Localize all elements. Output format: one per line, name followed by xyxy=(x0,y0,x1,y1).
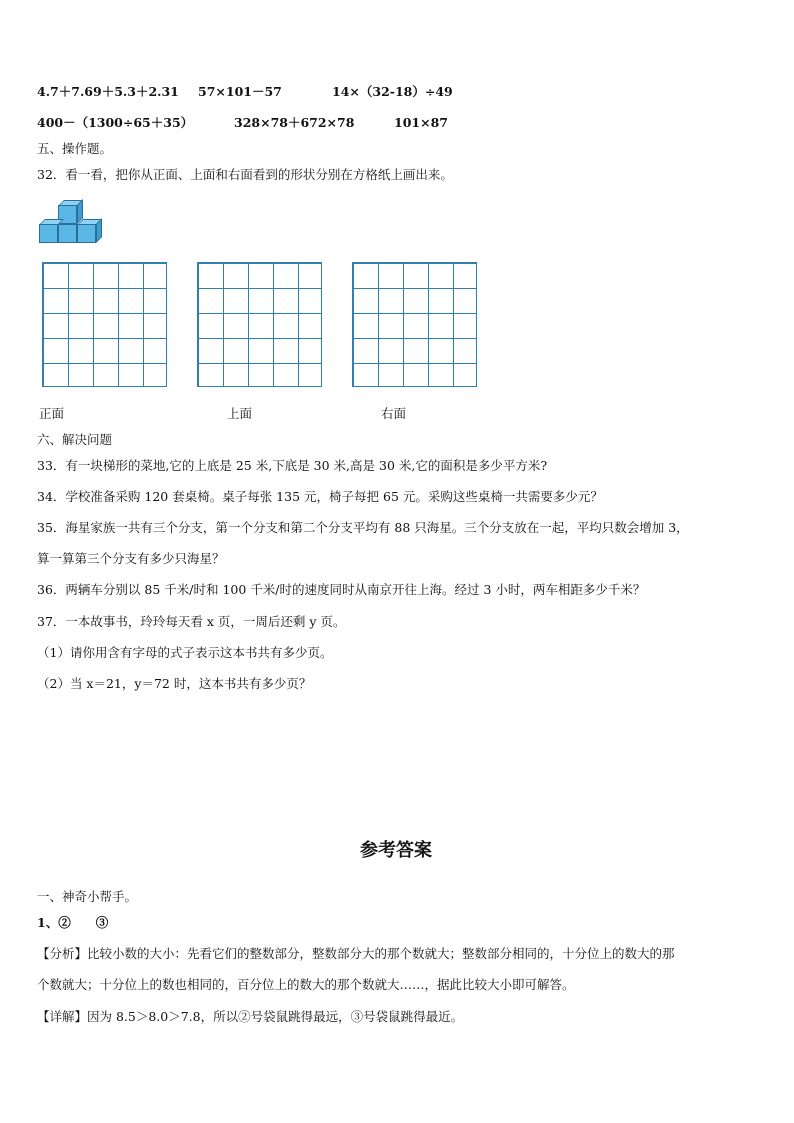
question-37-part2: （2）当 x＝21，y＝72 时，这本书共有多少页？ xyxy=(37,676,312,691)
answer-item-1: 1、② ③ xyxy=(37,915,109,930)
question-37-part1: （1）请你用含有字母的式子表示这本书共有多少页。 xyxy=(37,645,333,660)
calc-expression: 328×78＋672×78 xyxy=(234,115,355,130)
cube-face xyxy=(77,224,96,243)
cube-figure xyxy=(39,200,109,244)
question-36: 36．两辆车分别以 85 千米/时和 100 千米/时的速度同时从南京开往上海。经过 3 小时，两车相距多少千米？ xyxy=(37,582,646,597)
question-34: 34．学校准备采购 120 套桌椅。桌子每张 135 元，椅子每把 65 元。采购这些桌椅一共需要多少元？ xyxy=(37,489,603,504)
grid-label-front: 正面 xyxy=(39,406,65,421)
calc-expression: 14×（32-18）÷49 xyxy=(332,84,453,99)
grid-label-right: 右面 xyxy=(381,406,407,421)
section-title: 五、操作题。 xyxy=(37,141,113,156)
answer-analysis: 【分析】比较小数的大小：先看它们的整数部分，整数部分大的那个数就大；整数部分相同的，十分位上的数大的那 xyxy=(37,946,675,961)
question-32: 32．看一看，把你从正面、上面和右面看到的形状分别在方格纸上画出来。 xyxy=(37,167,453,182)
right-view-grid[interactable] xyxy=(352,262,477,387)
answer-analysis-cont: 个数就大；十分位上的数也相同的，百分位上的数大的那个数就大……，据此比较大小即可解答。 xyxy=(37,977,575,992)
front-view-grid[interactable] xyxy=(42,262,167,387)
section-title: 六、解决问题 xyxy=(37,432,113,447)
calc-expression: 4.7＋7.69＋5.3＋2.31 xyxy=(37,84,179,99)
cube-face xyxy=(39,224,58,243)
question-35: 35．海星家族一共有三个分支，第一个分支和第二个分支平均有 88 只海星。三个分支放在一起，平均只数会增加 3， xyxy=(37,520,689,535)
answers-title: 参考答案 xyxy=(360,840,432,861)
cube-face xyxy=(58,224,77,243)
top-view-grid[interactable] xyxy=(197,262,322,387)
cube-face xyxy=(96,218,102,243)
grid-label-top: 上面 xyxy=(227,406,253,421)
calc-expression: 101×87 xyxy=(394,115,448,130)
calc-expression: 57×101－57 xyxy=(198,84,282,99)
question-37: 37．一本故事书，玲玲每天看 x 页，一周后还剩 y 页。 xyxy=(37,614,346,629)
answer-detail: 【详解】因为 8.5＞8.0＞7.8，所以②号袋鼠跳得最远，③号袋鼠跳得最近。 xyxy=(37,1009,464,1024)
question-33: 33．有一块梯形的菜地,它的上底是 25 米,下底是 30 米,高是 30 米,它的面积是多少平方米? xyxy=(37,458,548,473)
answers-section-title: 一、神奇小帮手。 xyxy=(37,889,138,904)
question-35-cont: 算一算第三个分支有多少只海星？ xyxy=(37,551,225,566)
calc-expression: 400－（1300÷65＋35） xyxy=(37,115,194,130)
